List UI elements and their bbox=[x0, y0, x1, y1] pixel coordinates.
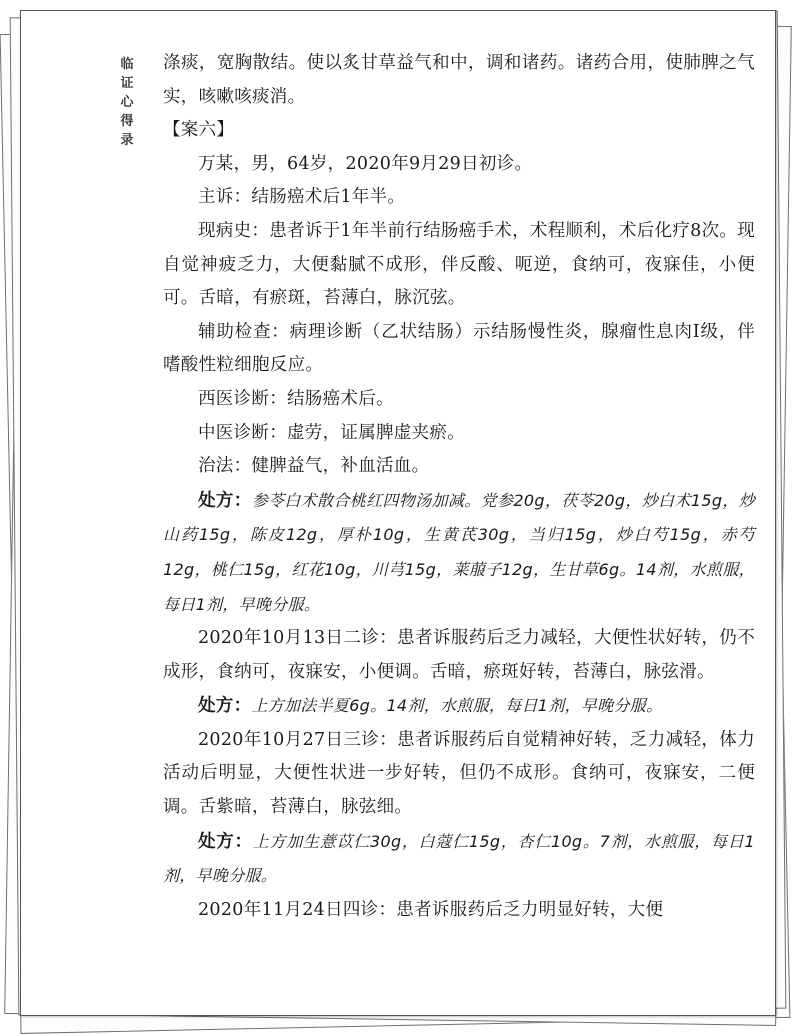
prescription-text: 上方加生薏苡仁30g，白蔻仁15g，杏仁10g。7剂，水煎服，每日1剂，早晚分服。 bbox=[163, 831, 755, 886]
case-heading: 【案六】 bbox=[163, 120, 235, 141]
fourth-visit: 2020年11月24日四诊：患者诉服药后乏力明显好转，大便 bbox=[198, 899, 664, 920]
book-page bbox=[20, 10, 776, 1016]
prescription-3 bbox=[163, 825, 755, 894]
present-history: 现病史：患者诉于1年半前行结肠癌手术，术程顺利，术后化疗8次。现自觉神疲乏力，大便黏腻不成形，伴反酸、呃逆，食纳可，夜寐佳，小便可。舌暗，有瘀斑，苔薄白，脉沉弦。 bbox=[163, 220, 755, 309]
running-header bbox=[117, 55, 137, 150]
treatment-method: 治法：健脾益气，补血活血。 bbox=[198, 456, 430, 477]
prescription-label: 处方： bbox=[198, 696, 252, 717]
second-visit: 2020年10月13日二诊：患者诉服药后乏力减轻，大便性状好转，仍不成形，食纳可，夜寐安，小便调。舌暗，瘀斑好转，苔薄白，脉弦滑。 bbox=[163, 628, 755, 682]
header-char: 证 bbox=[120, 76, 134, 91]
prescription-2 bbox=[163, 689, 755, 724]
prescription-label: 处方： bbox=[198, 831, 253, 852]
header-char: 临 bbox=[120, 57, 134, 72]
chief-complaint: 主诉：结肠癌术后1年半。 bbox=[198, 187, 406, 208]
patient-info: 万某，男，64岁，2020年9月29日初诊。 bbox=[198, 153, 533, 174]
auxiliary-exam: 辅助检查：病理诊断（乙状结肠）示结肠慢性炎，腺瘤性息肉Ⅰ级，伴嗜酸性粒细胞反应。 bbox=[163, 321, 755, 376]
prescription-text: 参苓白术散合桃红四物汤加减。党参20g，茯苓20g，炒白术15g，炒山药15g，陈皮12g，厚朴10g，生黄芪30g，当归15g，炒白芍15g，赤芍12g，桃仁15g，红花10g，川芎15g，莱菔子12g，生甘草6g。14剂，水煎服，每日1剂，早晚分服。 bbox=[163, 490, 756, 614]
western-diagnosis: 西医诊断：结肠癌术后。 bbox=[198, 388, 394, 409]
header-char: 心 bbox=[120, 95, 134, 110]
prescription-label: 处方： bbox=[198, 490, 252, 511]
third-visit: 2020年10月27日三诊：患者诉服药后自觉精神好转，乏力减轻，体力活动后明显，大便性状进一步好转，但仍不成形。食纳可，夜寐安，二便调。舌紫暗，苔薄白，脉弦细。 bbox=[163, 729, 755, 818]
body-text bbox=[163, 47, 755, 927]
tcm-diagnosis: 中医诊断：虚劳，证属脾虚夹瘀。 bbox=[198, 422, 465, 443]
header-char: 得 bbox=[120, 114, 134, 129]
prescription-1 bbox=[163, 484, 755, 622]
paragraph-continued: 涤痰，宽胸散结。使以炙甘草益气和中，调和诸药。诸药合用，使肺脾之气实，咳嗽咳痰消。 bbox=[163, 53, 755, 107]
header-char: 录 bbox=[120, 133, 134, 148]
prescription-text: 上方加法半夏6g。14剂，水煎服，每日1剂，早晚分服。 bbox=[251, 696, 663, 716]
